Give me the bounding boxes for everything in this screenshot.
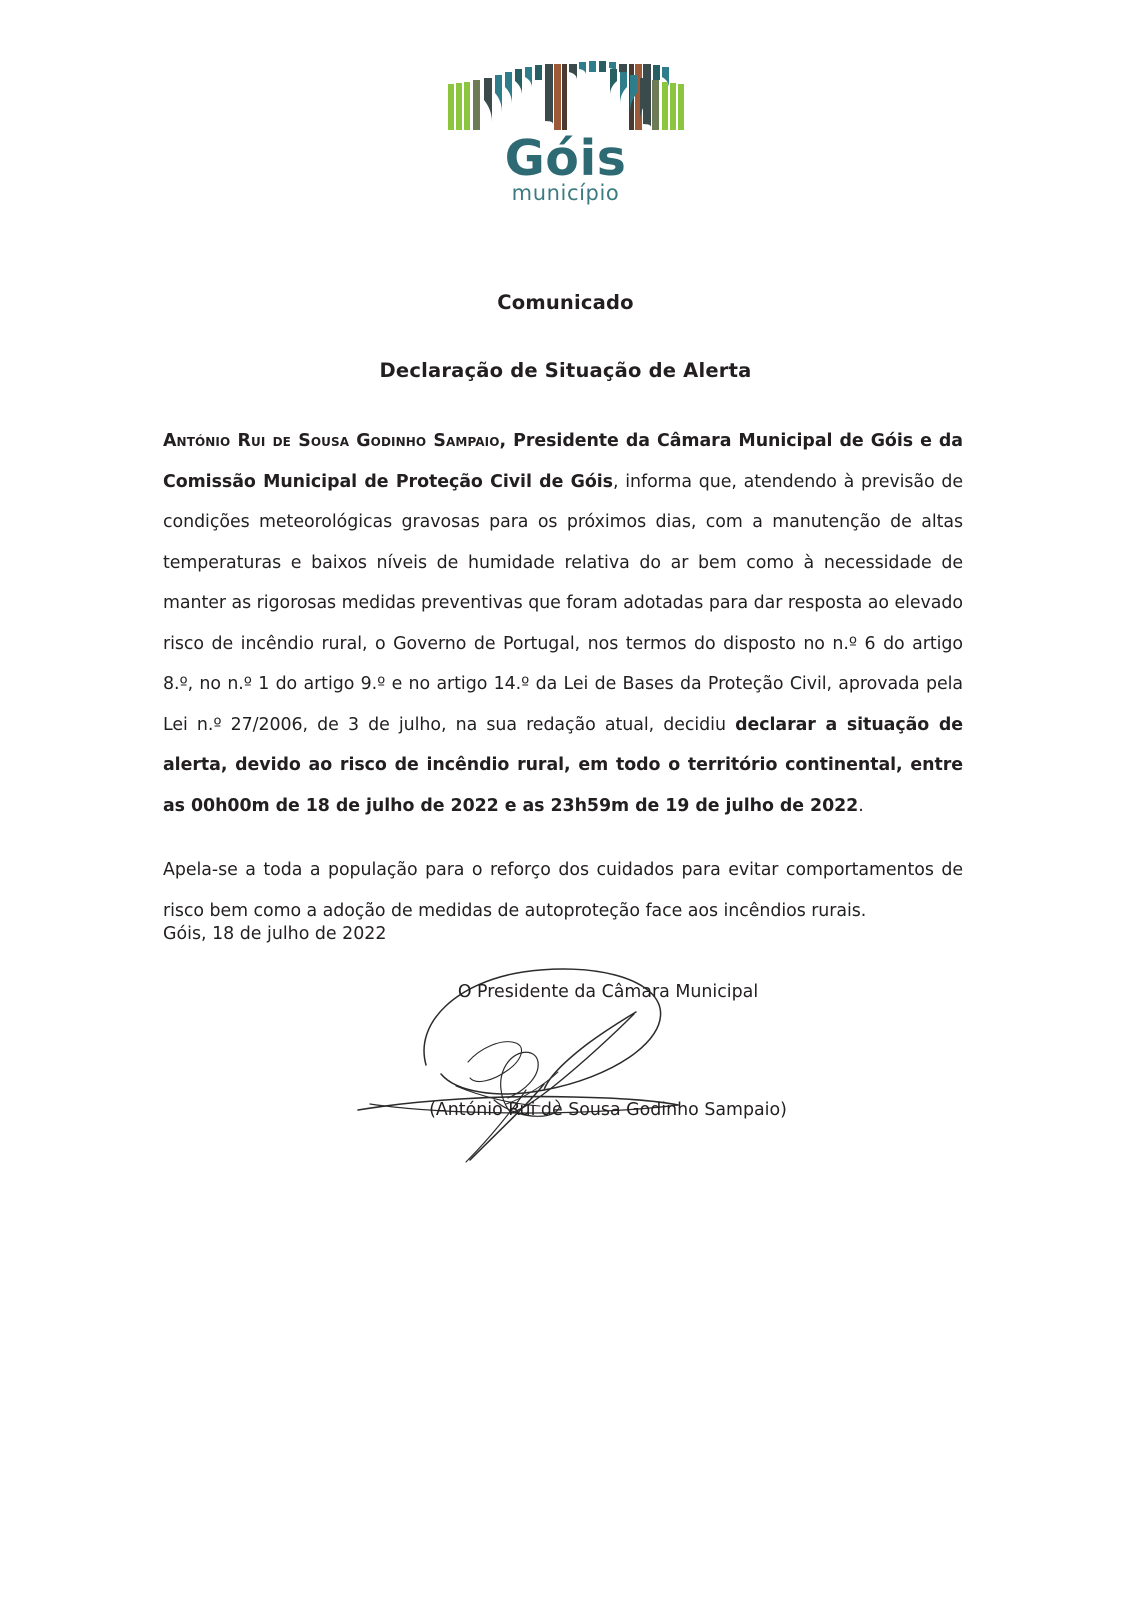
logo-wordmark: Góis — [504, 130, 627, 187]
document-body — [163, 421, 963, 931]
dateline: Góis, 18 de julho de 2022 — [163, 924, 387, 944]
signature-block — [163, 955, 963, 1175]
signatory-name-inline: António Rui de Sousa Godinho Sampaio — [163, 431, 500, 451]
document-subtitle: Declaração de Situação de Alerta — [379, 359, 752, 382]
signature-title: O Presidente da Câmara Municipal — [457, 982, 759, 1002]
logo-submark: município — [511, 180, 620, 205]
signature-name: (António Rui de Sousa Godinho Sampaio) — [429, 1100, 787, 1120]
paragraph-bold-declaration: declarar a situação de alerta, devido ao risco de incêndio rural, em todo o território continental, entre as 00h00m de 18 de julho de 2022 e as 23h59m de 19 de julho de 2022 — [163, 714, 963, 816]
paragraph-body-text: , informa que, atendendo à previsão de condições meteorológicas gravosas para os próximos dias, com a manutenção de altas temperaturas e baixos níveis de humidade relativa do ar bem como à necessidade de manter as rigorosas medidas preventivas que foram adotadas para dar resposta ao elevado risco de incêndio rural, o Governo de Portugal, nos termos do disposto no n.º 6 do artigo 8.º, no n.º 1 do artigo 9.º e no artigo 14.º da Lei de Bases da Proteção Civil, aprovada pela Lei n.º 27/2006, de 3 de julho, na sua redação atual, decidiu — [163, 471, 963, 735]
paragraph-end-punctuation: . — [858, 795, 864, 816]
paragraph-appeal: Apela-se a toda a população para o reforço dos cuidados para evitar comportamentos de risco bem como a adoção de medidas de autoproteção face aos incêndios rurais. — [163, 860, 963, 921]
paragraph-bold-lead: , Presidente da Câmara Municipal de Góis e da Comissão Municipal de Proteção Civil de Góis — [163, 431, 963, 492]
paragraph-declaration — [163, 421, 963, 826]
gois-bridge-logo-icon — [448, 58, 684, 130]
municipality-logo — [0, 58, 1131, 205]
document-title: Comunicado — [497, 291, 634, 314]
